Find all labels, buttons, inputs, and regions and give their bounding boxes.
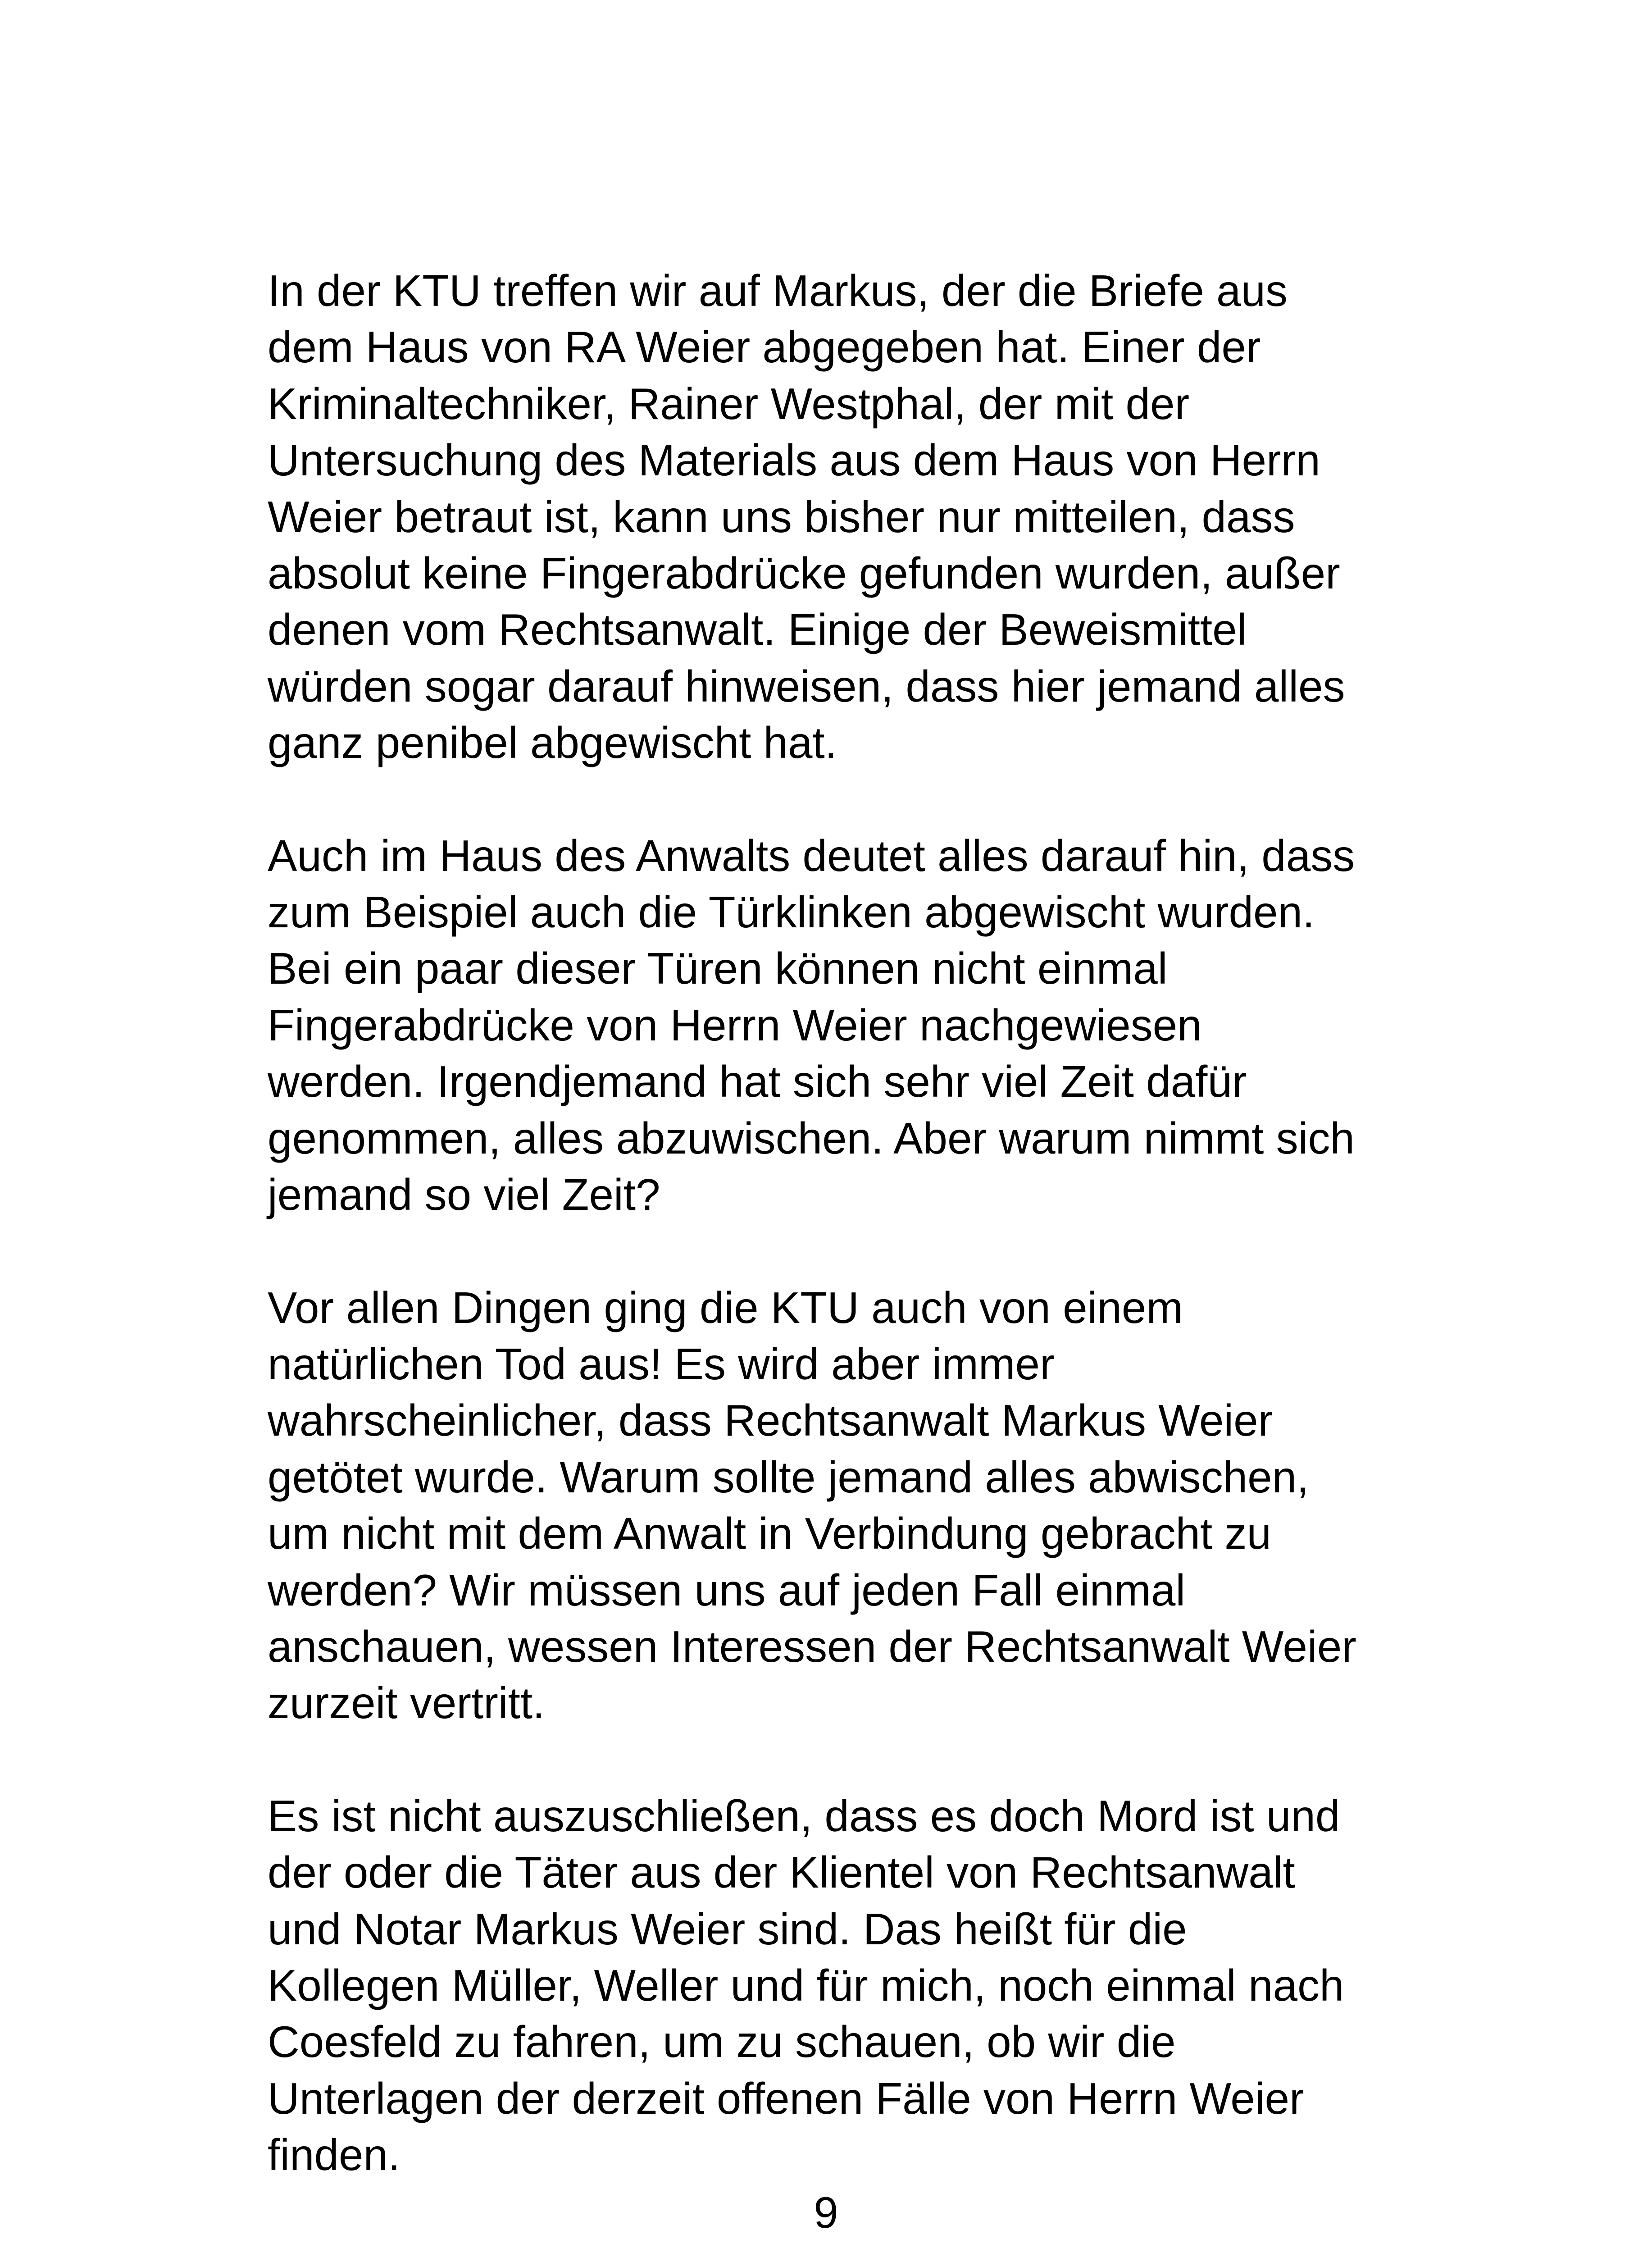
text-line: In der KTU treffen wir auf Markus, der die Briefe aus (268, 266, 1288, 315)
paragraph-3 (268, 1280, 1412, 1732)
text-line: natürlichen Tod aus! Es wird aber immer (268, 1339, 1055, 1389)
text-line: anschauen, wessen Interessen der Rechtsanwalt Weier (268, 1621, 1356, 1671)
text-line: Untersuchung des Materials aus dem Haus von Herrn (268, 435, 1320, 485)
text-line: dem Haus von RA Weier abgegeben hat. Einer der (268, 322, 1261, 372)
text-line: und Notar Markus Weier sind. Das heißt für die (268, 1904, 1187, 1954)
text-line: zurzeit vertritt. (268, 1678, 545, 1728)
text-line: absolut keine Fingerabdrücke gefunden wurden, außer (268, 548, 1340, 598)
text-line: denen vom Rechtsanwalt. Einige der Beweismittel (268, 605, 1247, 655)
paragraph-1 (268, 263, 1412, 771)
text-line: genommen, alles abzuwischen. Aber warum nimmt sich (268, 1113, 1355, 1163)
text-line: Coesfeld zu fahren, um zu schauen, ob wir die (268, 2017, 1176, 2067)
text-line: zum Beispiel auch die Türklinken abgewischt wurden. (268, 887, 1315, 937)
body-text (268, 263, 1412, 2240)
text-line: werden? Wir müssen uns auf jeden Fall einmal (268, 1565, 1186, 1615)
text-line: Kollegen Müller, Weller und für mich, noch einmal nach (268, 1960, 1344, 2010)
text-line: der oder die Täter aus der Klientel von Rechtsanwalt (268, 1847, 1295, 1897)
text-line: Auch im Haus des Anwalts deutet alles darauf hin, dass (268, 830, 1355, 880)
text-line: Es ist nicht auszuschließen, dass es doch Mord ist und (268, 1791, 1340, 1841)
text-line: ganz penibel abgewischt hat. (268, 718, 837, 768)
text-line: um nicht mit dem Anwalt in Verbindung gebracht zu (268, 1509, 1272, 1559)
text-line: getötet wurde. Warum sollte jemand alles abwischen, (268, 1452, 1309, 1502)
text-line: Weier betraut ist, kann uns bisher nur mitteilen, dass (268, 492, 1295, 542)
page-number: 9 (814, 2188, 838, 2237)
text-line: jemand so viel Zeit? (268, 1170, 660, 1220)
text-line: würden sogar darauf hinweisen, dass hier jemand alles (268, 661, 1345, 711)
text-line: Vor allen Dingen ging die KTU auch von einem (268, 1282, 1183, 1332)
text-line: Unterlagen der derzeit offenen Fälle von Herrn Weier (268, 2073, 1304, 2123)
text-line: Fingerabdrücke von Herrn Weier nachgewiesen (268, 1000, 1202, 1050)
text-line: wahrscheinlicher, dass Rechtsanwalt Markus Weier (268, 1396, 1273, 1446)
text-line: Kriminaltechniker, Rainer Westphal, der mit der (268, 379, 1190, 429)
paragraph-2 (268, 828, 1412, 1223)
text-line: Bei ein paar dieser Türen können nicht einmal (268, 944, 1168, 994)
text-line: finden. (268, 2130, 400, 2180)
paragraph-4 (268, 1788, 1412, 2184)
text-line: werden. Irgendjemand hat sich sehr viel Zeit dafür (268, 1057, 1247, 1107)
